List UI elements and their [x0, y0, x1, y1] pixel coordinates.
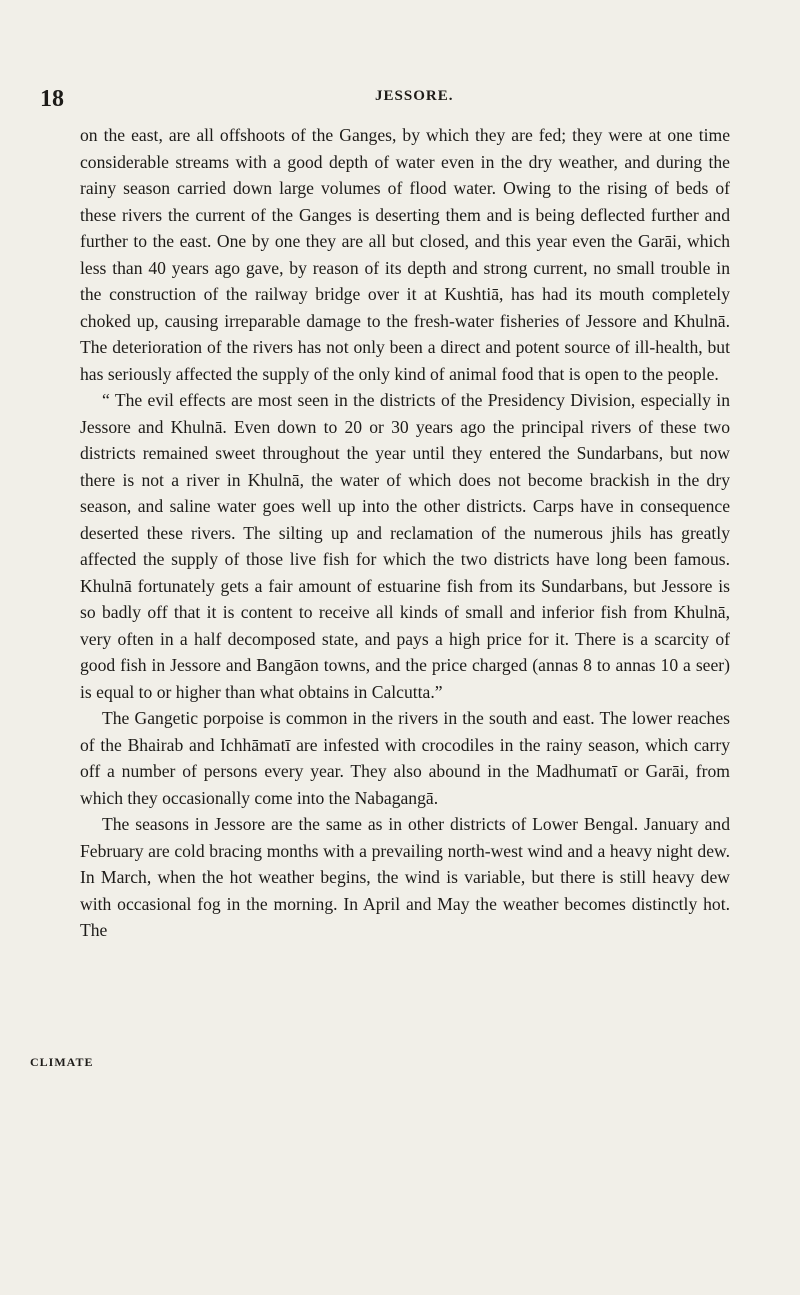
page-number: 18 [40, 86, 64, 112]
paragraph-fauna: The Gangetic porpoise is common in the rivers in the south and east. The lower reaches of the Bhairab and Ichhāmatī are infested with crocodiles in the rainy season, which carry off a number of persons every year. They also abound in the Madhumatī or Garāi, from which they occasionally come into the Nabagangā. [80, 708, 730, 808]
paragraph-climate: The seasons in Jessore are the same as in other districts of Lower Bengal. January and February are cold bracing months with a prevailing north-west wind and a heavy night dew. In March, when the hot weather begins, the wind is variable, but there is still heavy dew with occasional fog in the morning. In April and May the weather becomes distinctly hot. The [80, 814, 730, 940]
running-head: JESSORE. [375, 88, 454, 104]
paragraph-rivers: on the east, are all offshoots of the Ganges, by which they are fed; they were at one time considerable streams with a good depth of water even in the dry weather, and during the rainy season carried down large volumes of flood water. Owing to the rising of beds of these rivers the current of the Ganges is deserting them and is being deflected further and further to the east. One by one they are all but closed, and this year even the Garāi, which less than 40 years ago gave, by reason of its depth and strong current, no small trouble in the construction of the railway bridge over it at Kushtiā, has had its mouth completely choked up, causing irreparable damage to the fresh-water fisheries of Jessore and Khulnā. The deterioration of the rivers has not only been a direct and potent source of ill-health, but has seriously affected the supply of the only kind of animal food that is open to the people. [80, 125, 730, 384]
paragraph-quotation: “ The evil effects are most seen in the districts of the Presidency Division, especially in Jessore and Khulnā. Even down to 20 or 30 years ago the principal rivers of these two districts remained sweet throughout the year until they entered the Sundarbans, but now there is not a river in Khulnā, the water of which does not become brackish in the dry season, and saline water goes well up into the other districts. Carps have in consequence deserted these rivers. The silting up and reclamation of the numerous jhils has greatly affected the supply of those live fish for which the two districts have long been famous. Khulnā fortunately gets a fair amount of estuarine fish from its Sundarbans, but Jessore is so badly off that it is content to receive all kinds of small and inferior fish from Khulnā, very often in a half decomposed state, and pays a high price for it. There is a scarcity of good fish in Jessore and Bangāon towns, and the price charged (annas 8 to annas 10 a seer) is equal to or higher than what obtains in Calcutta.” [80, 390, 730, 702]
body-text [80, 122, 730, 944]
margin-note-climate: CLIMATE [30, 1055, 94, 1069]
